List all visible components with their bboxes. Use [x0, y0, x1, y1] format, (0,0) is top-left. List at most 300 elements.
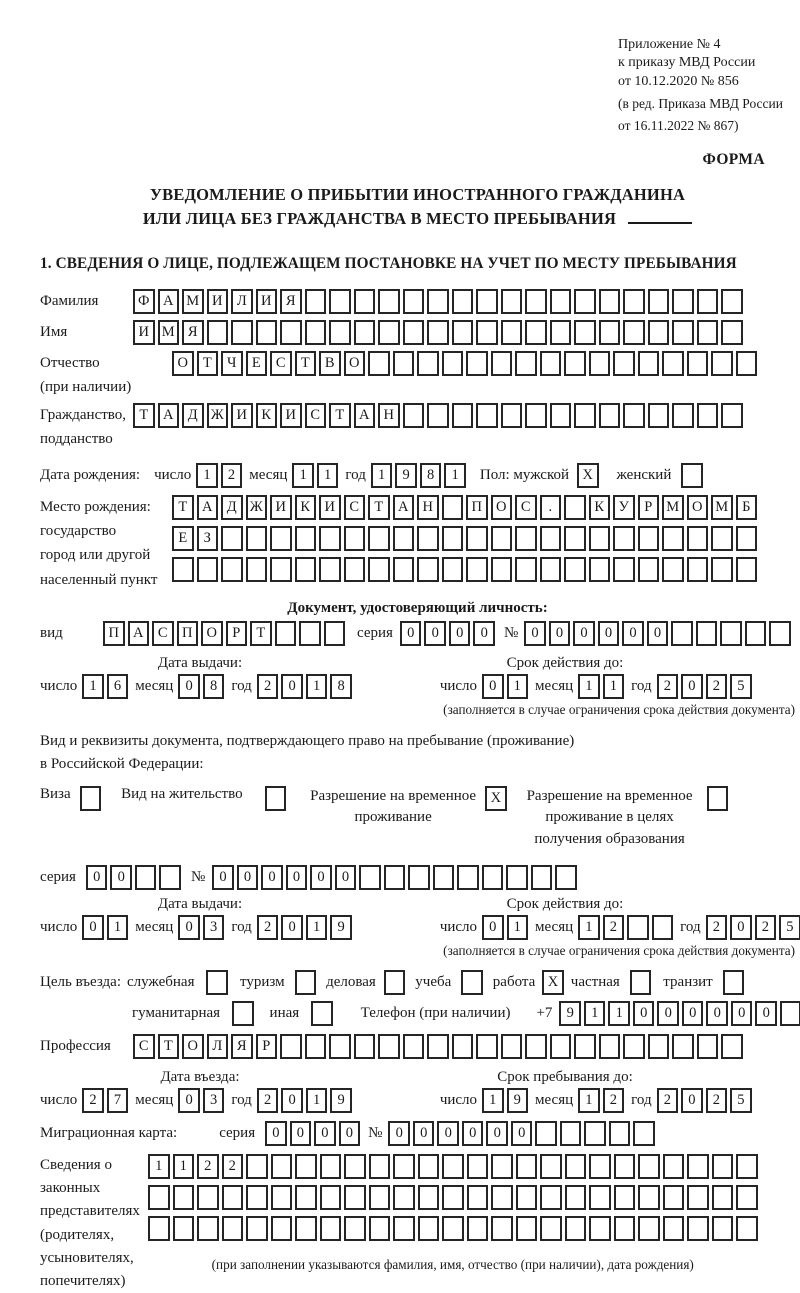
char-cell[interactable]: А [158, 403, 180, 428]
char-cell[interactable]: 1 [306, 674, 328, 699]
char-cell[interactable] [721, 403, 743, 428]
char-cell[interactable] [525, 320, 547, 345]
char-cell[interactable] [311, 1001, 333, 1026]
char-cell[interactable]: Н [417, 495, 439, 520]
char-cell[interactable]: В [319, 351, 341, 376]
char-cell[interactable] [320, 1154, 342, 1179]
char-cell[interactable] [609, 1121, 631, 1146]
char-cell[interactable]: 0 [290, 1121, 312, 1146]
char-cell[interactable] [368, 526, 390, 551]
char-cell[interactable] [574, 403, 596, 428]
char-cell[interactable] [555, 865, 577, 890]
char-cell[interactable]: X [577, 463, 599, 488]
char-cell[interactable] [403, 403, 425, 428]
char-cell[interactable]: 0 [178, 1088, 200, 1113]
char-cell[interactable]: 0 [462, 1121, 484, 1146]
char-cell[interactable]: 2 [657, 674, 679, 699]
char-cell[interactable] [256, 320, 278, 345]
char-cell[interactable]: 0 [681, 1088, 703, 1113]
char-cell[interactable] [393, 351, 415, 376]
char-cell[interactable] [662, 526, 684, 551]
char-cell[interactable] [663, 1185, 685, 1210]
char-cell[interactable] [564, 526, 586, 551]
char-cell[interactable] [531, 865, 553, 890]
char-cell[interactable] [736, 526, 758, 551]
char-cell[interactable] [172, 557, 194, 582]
char-cell[interactable] [403, 289, 425, 314]
char-cell[interactable] [442, 557, 464, 582]
char-cell[interactable] [599, 403, 621, 428]
char-cell[interactable]: 7 [107, 1088, 129, 1113]
char-cell[interactable] [648, 1034, 670, 1059]
char-cell[interactable]: 0 [598, 621, 620, 646]
char-cell[interactable] [589, 1216, 611, 1241]
char-cell[interactable]: И [256, 289, 278, 314]
char-cell[interactable]: 9 [330, 915, 352, 940]
char-cell[interactable] [736, 351, 758, 376]
char-cell[interactable]: Л [231, 289, 253, 314]
char-cell[interactable] [707, 786, 729, 811]
char-cell[interactable] [516, 1216, 538, 1241]
char-cell[interactable]: 1 [371, 463, 393, 488]
char-cell[interactable] [384, 865, 406, 890]
char-cell[interactable] [613, 351, 635, 376]
char-cell[interactable] [736, 1185, 758, 1210]
char-cell[interactable] [442, 1154, 464, 1179]
char-cell[interactable]: 1 [82, 674, 104, 699]
char-cell[interactable]: 1 [196, 463, 218, 488]
char-cell[interactable] [320, 1185, 342, 1210]
char-cell[interactable] [197, 557, 219, 582]
char-cell[interactable]: 0 [731, 1001, 753, 1026]
char-cell[interactable] [354, 1034, 376, 1059]
char-cell[interactable]: С [152, 621, 174, 646]
char-cell[interactable]: 0 [388, 1121, 410, 1146]
char-cell[interactable] [378, 320, 400, 345]
char-cell[interactable]: 0 [314, 1121, 336, 1146]
char-cell[interactable]: 3 [203, 915, 225, 940]
char-cell[interactable] [648, 289, 670, 314]
char-cell[interactable] [633, 1121, 655, 1146]
char-cell[interactable] [222, 1216, 244, 1241]
char-cell[interactable]: Е [172, 526, 194, 551]
char-cell[interactable]: З [197, 526, 219, 551]
char-cell[interactable] [525, 403, 547, 428]
char-cell[interactable]: Р [226, 621, 248, 646]
char-cell[interactable] [359, 865, 381, 890]
char-cell[interactable] [515, 526, 537, 551]
char-cell[interactable]: 1 [507, 674, 529, 699]
char-cell[interactable]: 0 [335, 865, 357, 890]
char-cell[interactable]: 0 [706, 1001, 728, 1026]
char-cell[interactable] [344, 1185, 366, 1210]
char-cell[interactable]: 0 [633, 1001, 655, 1026]
char-cell[interactable] [270, 526, 292, 551]
char-cell[interactable] [736, 1216, 758, 1241]
char-cell[interactable]: 2 [603, 1088, 625, 1113]
char-cell[interactable]: 2 [657, 1088, 679, 1113]
char-cell[interactable] [305, 1034, 327, 1059]
char-cell[interactable]: 3 [203, 1088, 225, 1113]
char-cell[interactable]: С [133, 1034, 155, 1059]
char-cell[interactable] [736, 557, 758, 582]
char-cell[interactable]: А [197, 495, 219, 520]
char-cell[interactable]: 2 [197, 1154, 219, 1179]
char-cell[interactable] [638, 557, 660, 582]
char-cell[interactable]: 0 [549, 621, 571, 646]
char-cell[interactable] [560, 1121, 582, 1146]
char-cell[interactable]: Т [197, 351, 219, 376]
char-cell[interactable]: П [177, 621, 199, 646]
char-cell[interactable] [697, 1034, 719, 1059]
char-cell[interactable]: 0 [86, 865, 108, 890]
char-cell[interactable] [452, 403, 474, 428]
char-cell[interactable] [246, 557, 268, 582]
char-cell[interactable] [476, 320, 498, 345]
char-cell[interactable] [433, 865, 455, 890]
char-cell[interactable]: 2 [257, 674, 279, 699]
char-cell[interactable] [457, 865, 479, 890]
char-cell[interactable] [418, 1185, 440, 1210]
char-cell[interactable] [148, 1185, 170, 1210]
char-cell[interactable] [466, 351, 488, 376]
char-cell[interactable] [466, 526, 488, 551]
char-cell[interactable] [427, 1034, 449, 1059]
char-cell[interactable]: 0 [212, 865, 234, 890]
char-cell[interactable]: 0 [449, 621, 471, 646]
char-cell[interactable] [491, 1185, 513, 1210]
char-cell[interactable] [540, 1216, 562, 1241]
char-cell[interactable]: М [662, 495, 684, 520]
char-cell[interactable] [417, 557, 439, 582]
char-cell[interactable] [687, 557, 709, 582]
char-cell[interactable] [442, 1216, 464, 1241]
char-cell[interactable]: Я [231, 1034, 253, 1059]
char-cell[interactable]: 5 [779, 915, 800, 940]
char-cell[interactable] [467, 1154, 489, 1179]
char-cell[interactable] [627, 915, 649, 940]
char-cell[interactable] [574, 1034, 596, 1059]
char-cell[interactable] [687, 1216, 709, 1241]
char-cell[interactable]: 0 [730, 915, 752, 940]
char-cell[interactable]: 0 [486, 1121, 508, 1146]
char-cell[interactable] [354, 320, 376, 345]
char-cell[interactable]: 2 [755, 915, 777, 940]
char-cell[interactable] [501, 289, 523, 314]
char-cell[interactable] [672, 320, 694, 345]
char-cell[interactable] [614, 1154, 636, 1179]
char-cell[interactable]: 5 [730, 1088, 752, 1113]
char-cell[interactable]: 0 [281, 915, 303, 940]
char-cell[interactable] [599, 289, 621, 314]
char-cell[interactable] [221, 526, 243, 551]
char-cell[interactable] [417, 526, 439, 551]
char-cell[interactable]: И [280, 403, 302, 428]
char-cell[interactable] [222, 1185, 244, 1210]
char-cell[interactable]: М [711, 495, 733, 520]
char-cell[interactable] [623, 289, 645, 314]
char-cell[interactable] [418, 1154, 440, 1179]
char-cell[interactable] [550, 1034, 572, 1059]
char-cell[interactable] [305, 320, 327, 345]
char-cell[interactable] [712, 1185, 734, 1210]
char-cell[interactable] [452, 1034, 474, 1059]
char-cell[interactable] [599, 320, 621, 345]
char-cell[interactable] [295, 1154, 317, 1179]
char-cell[interactable] [320, 1216, 342, 1241]
char-cell[interactable] [550, 403, 572, 428]
char-cell[interactable]: 0 [473, 621, 495, 646]
char-cell[interactable] [295, 557, 317, 582]
char-cell[interactable]: 5 [730, 674, 752, 699]
char-cell[interactable] [535, 1121, 557, 1146]
char-cell[interactable] [525, 289, 547, 314]
char-cell[interactable]: 9 [330, 1088, 352, 1113]
char-cell[interactable] [501, 320, 523, 345]
char-cell[interactable]: 1 [578, 674, 600, 699]
char-cell[interactable] [393, 1216, 415, 1241]
char-cell[interactable] [550, 320, 572, 345]
char-cell[interactable]: 0 [281, 674, 303, 699]
char-cell[interactable]: 0 [265, 1121, 287, 1146]
char-cell[interactable] [378, 1034, 400, 1059]
char-cell[interactable]: 0 [413, 1121, 435, 1146]
char-cell[interactable]: 1 [306, 915, 328, 940]
char-cell[interactable] [324, 621, 346, 646]
char-cell[interactable] [393, 1185, 415, 1210]
char-cell[interactable] [246, 1216, 268, 1241]
char-cell[interactable] [711, 557, 733, 582]
char-cell[interactable]: 2 [706, 915, 728, 940]
char-cell[interactable]: 9 [559, 1001, 581, 1026]
char-cell[interactable]: 0 [681, 674, 703, 699]
char-cell[interactable]: 0 [437, 1121, 459, 1146]
char-cell[interactable] [574, 289, 596, 314]
char-cell[interactable] [159, 865, 181, 890]
char-cell[interactable] [476, 289, 498, 314]
char-cell[interactable] [662, 351, 684, 376]
char-cell[interactable]: 0 [178, 915, 200, 940]
char-cell[interactable]: О [687, 495, 709, 520]
char-cell[interactable] [515, 557, 537, 582]
char-cell[interactable]: 8 [203, 674, 225, 699]
char-cell[interactable]: 8 [330, 674, 352, 699]
char-cell[interactable] [476, 1034, 498, 1059]
char-cell[interactable] [663, 1154, 685, 1179]
char-cell[interactable] [638, 1216, 660, 1241]
char-cell[interactable]: 0 [400, 621, 422, 646]
char-cell[interactable]: 2 [706, 674, 728, 699]
char-cell[interactable] [197, 1216, 219, 1241]
char-cell[interactable] [344, 1154, 366, 1179]
char-cell[interactable]: Я [280, 289, 302, 314]
char-cell[interactable] [491, 1216, 513, 1241]
char-cell[interactable] [723, 970, 745, 995]
char-cell[interactable] [275, 621, 297, 646]
char-cell[interactable]: К [589, 495, 611, 520]
char-cell[interactable] [516, 1185, 538, 1210]
char-cell[interactable]: А [128, 621, 150, 646]
char-cell[interactable] [648, 320, 670, 345]
char-cell[interactable]: 0 [178, 674, 200, 699]
char-cell[interactable]: 0 [110, 865, 132, 890]
char-cell[interactable] [687, 526, 709, 551]
char-cell[interactable]: И [270, 495, 292, 520]
char-cell[interactable] [403, 320, 425, 345]
char-cell[interactable]: 0 [310, 865, 332, 890]
char-cell[interactable] [368, 351, 390, 376]
char-cell[interactable]: Ф [133, 289, 155, 314]
char-cell[interactable] [584, 1121, 606, 1146]
char-cell[interactable]: 2 [706, 1088, 728, 1113]
char-cell[interactable] [369, 1185, 391, 1210]
char-cell[interactable] [466, 557, 488, 582]
char-cell[interactable]: П [466, 495, 488, 520]
char-cell[interactable] [265, 786, 287, 811]
char-cell[interactable] [427, 320, 449, 345]
char-cell[interactable] [589, 351, 611, 376]
char-cell[interactable]: 1 [148, 1154, 170, 1179]
char-cell[interactable] [173, 1216, 195, 1241]
char-cell[interactable]: Д [221, 495, 243, 520]
char-cell[interactable]: 0 [424, 621, 446, 646]
char-cell[interactable]: С [344, 495, 366, 520]
char-cell[interactable]: О [491, 495, 513, 520]
char-cell[interactable] [550, 289, 572, 314]
char-cell[interactable]: 1 [608, 1001, 630, 1026]
char-cell[interactable] [354, 289, 376, 314]
char-cell[interactable] [697, 289, 719, 314]
char-cell[interactable]: 1 [444, 463, 466, 488]
char-cell[interactable] [663, 1216, 685, 1241]
char-cell[interactable] [564, 557, 586, 582]
char-cell[interactable] [299, 621, 321, 646]
char-cell[interactable]: 0 [573, 621, 595, 646]
char-cell[interactable]: К [295, 495, 317, 520]
char-cell[interactable] [442, 351, 464, 376]
char-cell[interactable] [720, 621, 742, 646]
char-cell[interactable] [232, 1001, 254, 1026]
char-cell[interactable] [271, 1216, 293, 1241]
char-cell[interactable]: Я [182, 320, 204, 345]
char-cell[interactable]: 0 [339, 1121, 361, 1146]
char-cell[interactable]: 1 [482, 1088, 504, 1113]
char-cell[interactable] [638, 1185, 660, 1210]
char-cell[interactable] [687, 351, 709, 376]
char-cell[interactable]: 2 [221, 463, 243, 488]
char-cell[interactable] [246, 1154, 268, 1179]
char-cell[interactable] [711, 351, 733, 376]
char-cell[interactable]: 0 [647, 621, 669, 646]
char-cell[interactable] [461, 970, 483, 995]
char-cell[interactable] [329, 289, 351, 314]
char-cell[interactable] [565, 1154, 587, 1179]
char-cell[interactable] [671, 621, 693, 646]
char-cell[interactable] [711, 526, 733, 551]
char-cell[interactable]: 0 [82, 915, 104, 940]
char-cell[interactable] [206, 970, 228, 995]
char-cell[interactable] [344, 526, 366, 551]
char-cell[interactable]: 0 [281, 1088, 303, 1113]
char-cell[interactable] [207, 320, 229, 345]
char-cell[interactable]: 1 [173, 1154, 195, 1179]
char-cell[interactable] [418, 1216, 440, 1241]
char-cell[interactable] [769, 621, 791, 646]
char-cell[interactable] [452, 289, 474, 314]
char-cell[interactable]: 2 [222, 1154, 244, 1179]
char-cell[interactable] [369, 1216, 391, 1241]
char-cell[interactable]: И [231, 403, 253, 428]
char-cell[interactable]: . [540, 495, 562, 520]
char-cell[interactable]: Т [368, 495, 390, 520]
char-cell[interactable] [540, 1154, 562, 1179]
char-cell[interactable] [630, 970, 652, 995]
char-cell[interactable] [565, 1185, 587, 1210]
char-cell[interactable] [319, 526, 341, 551]
char-cell[interactable]: Т [133, 403, 155, 428]
char-cell[interactable]: С [515, 495, 537, 520]
char-cell[interactable]: 0 [286, 865, 308, 890]
char-cell[interactable]: О [201, 621, 223, 646]
char-cell[interactable] [491, 526, 513, 551]
char-cell[interactable]: Т [172, 495, 194, 520]
char-cell[interactable]: 1 [317, 463, 339, 488]
char-cell[interactable] [672, 1034, 694, 1059]
char-cell[interactable]: К [256, 403, 278, 428]
char-cell[interactable] [329, 320, 351, 345]
char-cell[interactable]: Д [182, 403, 204, 428]
char-cell[interactable] [319, 557, 341, 582]
char-cell[interactable] [540, 351, 562, 376]
char-cell[interactable] [623, 1034, 645, 1059]
char-cell[interactable]: М [182, 289, 204, 314]
char-cell[interactable] [623, 320, 645, 345]
char-cell[interactable] [501, 403, 523, 428]
char-cell[interactable]: Е [246, 351, 268, 376]
char-cell[interactable]: С [305, 403, 327, 428]
char-cell[interactable]: Ч [221, 351, 243, 376]
char-cell[interactable]: 0 [237, 865, 259, 890]
char-cell[interactable] [540, 557, 562, 582]
char-cell[interactable]: X [542, 970, 564, 995]
char-cell[interactable] [491, 557, 513, 582]
char-cell[interactable]: А [393, 495, 415, 520]
char-cell[interactable] [467, 1216, 489, 1241]
char-cell[interactable] [721, 289, 743, 314]
char-cell[interactable]: Л [207, 1034, 229, 1059]
char-cell[interactable] [393, 1154, 415, 1179]
char-cell[interactable] [378, 289, 400, 314]
char-cell[interactable]: 1 [603, 674, 625, 699]
char-cell[interactable] [540, 1185, 562, 1210]
char-cell[interactable] [246, 526, 268, 551]
char-cell[interactable]: С [270, 351, 292, 376]
char-cell[interactable] [452, 320, 474, 345]
char-cell[interactable] [295, 1216, 317, 1241]
char-cell[interactable]: Т [158, 1034, 180, 1059]
char-cell[interactable] [638, 351, 660, 376]
char-cell[interactable]: 2 [257, 1088, 279, 1113]
char-cell[interactable] [271, 1154, 293, 1179]
char-cell[interactable] [623, 403, 645, 428]
char-cell[interactable]: 1 [306, 1088, 328, 1113]
char-cell[interactable] [589, 557, 611, 582]
char-cell[interactable]: Т [295, 351, 317, 376]
char-cell[interactable] [467, 1185, 489, 1210]
char-cell[interactable] [173, 1185, 195, 1210]
char-cell[interactable] [417, 351, 439, 376]
char-cell[interactable]: Р [256, 1034, 278, 1059]
